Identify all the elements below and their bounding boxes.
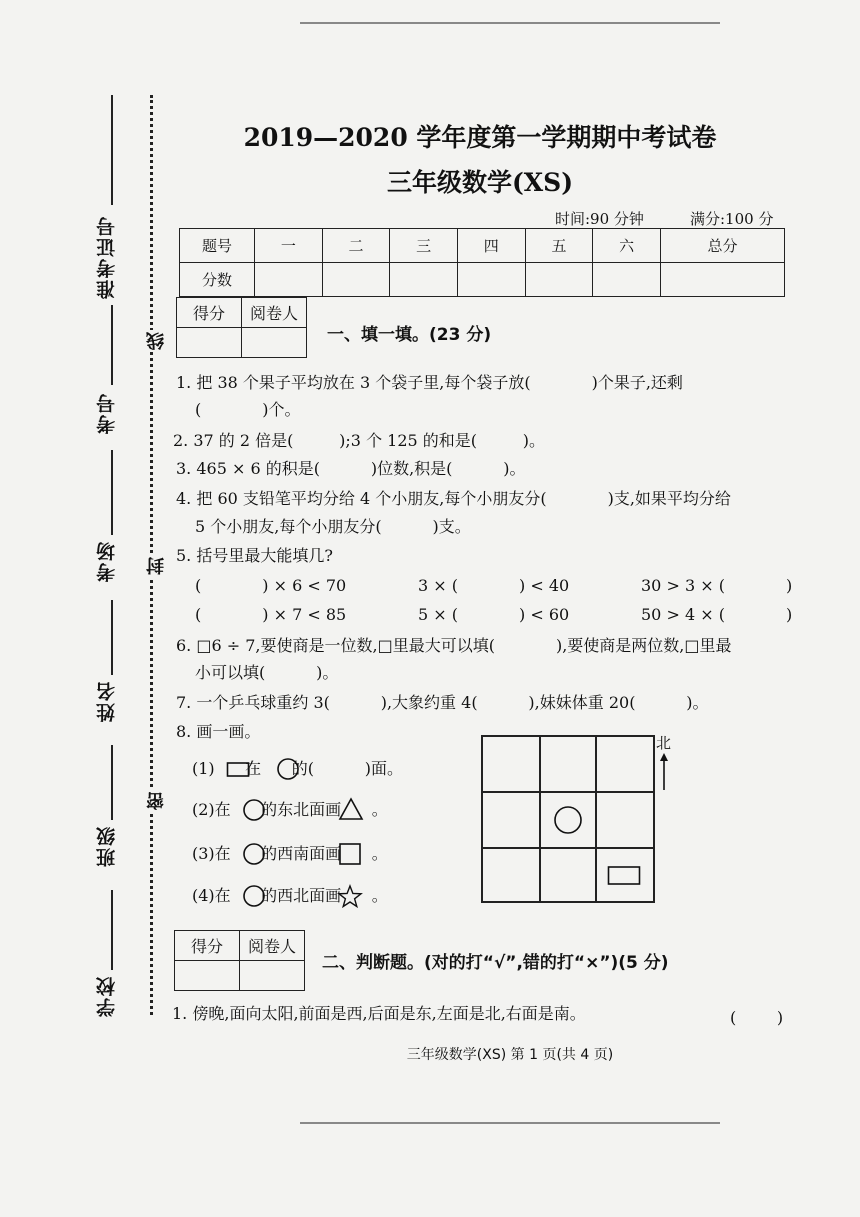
score-cell[interactable]	[525, 263, 593, 297]
score-cell[interactable]	[322, 263, 390, 297]
margin-label-school: 学校	[96, 975, 118, 1017]
q1-line2: ( )个。	[195, 400, 301, 419]
q4-line1: 4. 把 60 支铅笔平均分给 4 个小朋友,每个小朋友分( )支,如果平均分给	[176, 489, 731, 508]
score-cell[interactable]	[255, 263, 323, 297]
score-table	[179, 228, 785, 297]
col-5: 五	[525, 229, 593, 263]
q4-line2: 5 个小朋友,每个小朋友分( )支。	[195, 517, 471, 536]
square-shape-icon	[338, 842, 362, 866]
margin-rule	[111, 305, 113, 385]
scan-edge-top	[300, 22, 720, 24]
q5-r1-c: 30 > 3 × ( )	[641, 576, 793, 595]
row-header-number: 题号	[180, 229, 255, 263]
grader-score-label: 得分	[175, 931, 240, 961]
margin-label-number: 考号	[96, 392, 118, 434]
page-footer: 三年级数学(XS) 第 1 页(共 4 页)	[406, 1047, 614, 1063]
grid-line	[483, 791, 653, 793]
triangle-shape-icon	[338, 797, 364, 821]
north-arrow-icon	[658, 752, 670, 792]
q3: 3. 465 × 6 的积是( )位数,积是( )。	[176, 459, 526, 478]
binding-char-secret: 密	[144, 790, 170, 812]
grid-line	[483, 847, 653, 849]
margin-rule	[111, 890, 113, 970]
col-total: 总分	[660, 229, 784, 263]
score-cell[interactable]	[660, 263, 784, 297]
margin-label-class: 班级	[96, 825, 118, 867]
direction-grid	[481, 735, 655, 903]
scan-edge-bottom	[300, 1122, 720, 1124]
q7: 7. 一个乒乓球重约 3( ),大象约重 4( ),妹妹体重 20( )。	[176, 693, 709, 712]
row-header-score: 分数	[180, 263, 255, 297]
grader-name-label: 阅卷人	[242, 298, 307, 328]
rectangle-shape-icon	[226, 760, 250, 778]
binding-char-seal: 封	[144, 555, 170, 577]
margin-rule	[111, 450, 113, 535]
section1-heading: 一、填一填。(23 分)	[327, 325, 492, 345]
q6-line2: 小可以填( )。	[195, 663, 339, 682]
q2: 2. 37 的 2 倍是( );3 个 125 的和是( )。	[173, 431, 546, 450]
grid-line	[539, 737, 541, 901]
grader-score-cell[interactable]	[177, 328, 242, 358]
q8-4: (4)在 的西北面画 。	[192, 886, 388, 905]
col-3: 三	[390, 229, 458, 263]
grid-circle-icon	[553, 805, 583, 835]
grader-box-2	[174, 930, 305, 991]
margin-rule	[111, 600, 113, 675]
grader-score-cell[interactable]	[175, 961, 240, 991]
margin-label-room: 考场	[96, 540, 118, 582]
col-2: 二	[322, 229, 390, 263]
score-cell[interactable]	[593, 263, 661, 297]
binding-char-line: 线	[144, 330, 170, 352]
grid-line	[595, 737, 597, 901]
q6-line1: 6. □6 ÷ 7,要使商是一位数,□里最大可以填( ),要使商是两位数,□里最	[176, 636, 732, 655]
grader-score-label: 得分	[177, 298, 242, 328]
circle-shape-icon	[242, 884, 266, 908]
grader-name-cell[interactable]	[242, 328, 307, 358]
col-6: 六	[593, 229, 661, 263]
s2-q1: 1. 傍晚,面向太阳,前面是西,后面是东,左面是北,右面是南。	[172, 1004, 586, 1023]
grader-name-cell[interactable]	[240, 961, 305, 991]
s2-q1-blank[interactable]: ( )	[730, 1008, 784, 1027]
q5-r1-a: ( ) × 6 < 70	[195, 576, 347, 595]
grid-rectangle-icon	[607, 865, 641, 887]
q1-line1: 1. 把 38 个果子平均放在 3 个袋子里,每个袋子放( )个果子,还剩	[176, 373, 683, 392]
q8-2: (2)在 的东北面画 。	[192, 800, 388, 819]
grader-box-1	[176, 297, 307, 358]
margin-rule	[111, 95, 113, 205]
exam-title: 2019—2020 学年度第一学期期中考试卷	[243, 123, 717, 152]
col-1: 一	[255, 229, 323, 263]
q5-r2-a: ( ) × 7 < 85	[195, 605, 347, 624]
score-cell[interactable]	[390, 263, 458, 297]
exam-subtitle: 三年级数学(XS)	[386, 168, 574, 197]
grader-name-label: 阅卷人	[240, 931, 305, 961]
q5-r2-b: 5 × ( ) < 60	[418, 605, 570, 624]
score-cell[interactable]	[457, 263, 525, 297]
time-limit: 时间:90 分钟	[555, 210, 644, 228]
margin-rule	[111, 745, 113, 820]
col-4: 四	[457, 229, 525, 263]
section2-heading: 二、判断题。(对的打“√”,错的打“×”)(5 分)	[322, 953, 669, 973]
full-score: 满分:100 分	[690, 210, 774, 228]
q5-r1-b: 3 × ( ) < 40	[418, 576, 570, 595]
margin-label-name: 姓名	[96, 680, 118, 722]
q8-1: (1) 在 的( )面。	[192, 759, 404, 778]
north-label: 北	[656, 734, 672, 752]
circle-shape-icon	[242, 842, 266, 866]
q8-3: (3)在 的西南面画 。	[192, 844, 388, 863]
q5: 5. 括号里最大能填几?	[176, 546, 333, 565]
q5-r2-c: 50 > 4 × ( )	[641, 605, 793, 624]
margin-label-ticket: 准考证号	[96, 215, 118, 299]
q8: 8. 画一画。	[176, 722, 261, 741]
circle-shape-icon	[276, 757, 300, 781]
circle-shape-icon	[242, 798, 266, 822]
star-shape-icon	[337, 884, 363, 908]
